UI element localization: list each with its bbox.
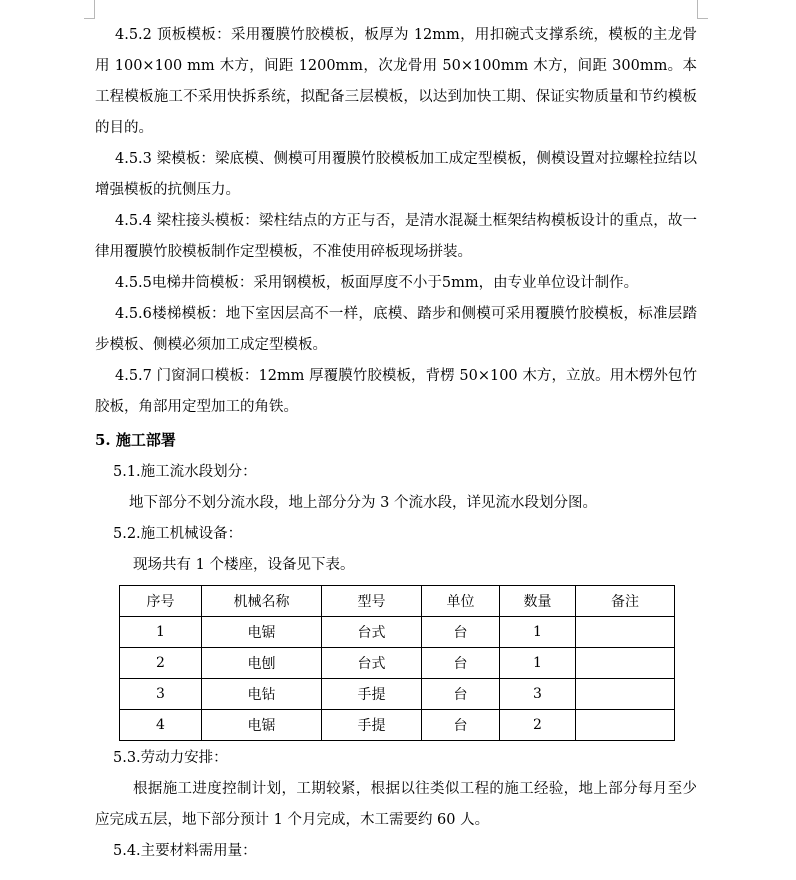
table-cell: 电锯 [202, 710, 322, 741]
document-page [95, 20, 697, 867]
table-cell [576, 679, 675, 710]
table-cell: 手提 [322, 710, 422, 741]
table-cell: 台 [422, 648, 500, 679]
table-cell: 电钻 [202, 679, 322, 710]
table-cell: 台 [422, 617, 500, 648]
column-header: 数量 [500, 586, 576, 617]
table-header-row [120, 586, 675, 617]
column-header: 型号 [322, 586, 422, 617]
page-corner-mark-right [697, 0, 708, 19]
table-cell: 3 [500, 679, 576, 710]
page-corner-mark-left [84, 0, 95, 19]
table-row [120, 679, 675, 710]
section-5-2-text: 现场共有 1 个楼座，设备见下表。 [133, 557, 355, 573]
equipment-table [119, 585, 675, 741]
column-header: 单位 [422, 586, 500, 617]
table-cell: 1 [500, 617, 576, 648]
table-cell: 3 [120, 679, 202, 710]
section-5-4-title: 5.4.主要材料需用量： [113, 843, 257, 859]
column-header: 备注 [576, 586, 675, 617]
table-cell: 台式 [322, 617, 422, 648]
paragraph-4-5-6: 4.5.6楼梯模板：地下室因层高不一样，底模、踏步和侧模可采用覆膜竹胶模板，标准层踏步模板、侧模必须加工成定型模板。 [95, 306, 697, 353]
table-cell: 4 [120, 710, 202, 741]
table-cell: 1 [120, 617, 202, 648]
paragraph-4-5-4: 4.5.4 梁柱接头模板：梁柱结点的方正与否，是清水混凝土框架结构模板设计的重点，故一律用覆膜竹胶模板制作定型模板，不准使用碎板现场拼装。 [95, 213, 698, 260]
paragraph-4-5-3: 4.5.3 梁模板：梁底模、侧模可用覆膜竹胶模板加工成定型模板，侧模设置对拉螺栓拉结以增强模板的抗侧压力。 [95, 151, 698, 198]
table-cell [576, 648, 675, 679]
table-cell: 电锯 [202, 617, 322, 648]
section-5-3-text: 根据施工进度控制计划，工期较紧，根据以往类似工程的施工经验，地上部分每月至少应完成五层，地下部分预计 1 个月完成，木工需要约 60 人。 [95, 781, 697, 828]
section-5-1-title: 5.1.施工流水段划分： [113, 464, 257, 480]
table-row [120, 648, 675, 679]
table-cell: 台 [422, 710, 500, 741]
section-5-3-title: 5.3.劳动力安排： [113, 750, 228, 766]
section-5-1-text: 地下部分不划分流水段，地上部分分为 3 个流水段，详见流水段划分图。 [129, 495, 597, 511]
table-cell: 2 [500, 710, 576, 741]
table-cell: 2 [120, 648, 202, 679]
table-row [120, 710, 675, 741]
column-header: 机械名称 [202, 586, 322, 617]
section-5-2-title: 5.2.施工机械设备： [113, 526, 243, 542]
table-cell: 台 [422, 679, 500, 710]
paragraph-4-5-7: 4.5.7 门窗洞口模板：12mm 厚覆膜竹胶模板，背楞 50×100 木方，立放。用木楞外包竹胶板，角部用定型加工的角铁。 [95, 368, 697, 415]
table-cell [576, 617, 675, 648]
table-cell [576, 710, 675, 741]
section-5-heading: 5. 施工部署 [95, 431, 176, 449]
table-cell: 手提 [322, 679, 422, 710]
table-cell: 1 [500, 648, 576, 679]
paragraph-4-5-5: 4.5.5电梯井筒模板：采用钢模板，板面厚度不小于5mm，由专业单位设计制作。 [115, 275, 639, 291]
table-row [120, 617, 675, 648]
column-header: 序号 [120, 586, 202, 617]
paragraph-4-5-2: 4.5.2 顶板模板：采用覆膜竹胶模板，板厚为 12mm，用扣碗式支撑系统，模板的主龙骨用 100×100 mm 木方，间距 1200mm，次龙骨用 50×100mm 木方，间距 300mm。本工程模板施工不采用快拆系统，拟配备三层模板，以达到加快工期、保证实物质量和节约模板的目的。 [95, 27, 697, 136]
table-cell: 台式 [322, 648, 422, 679]
table-cell: 电刨 [202, 648, 322, 679]
